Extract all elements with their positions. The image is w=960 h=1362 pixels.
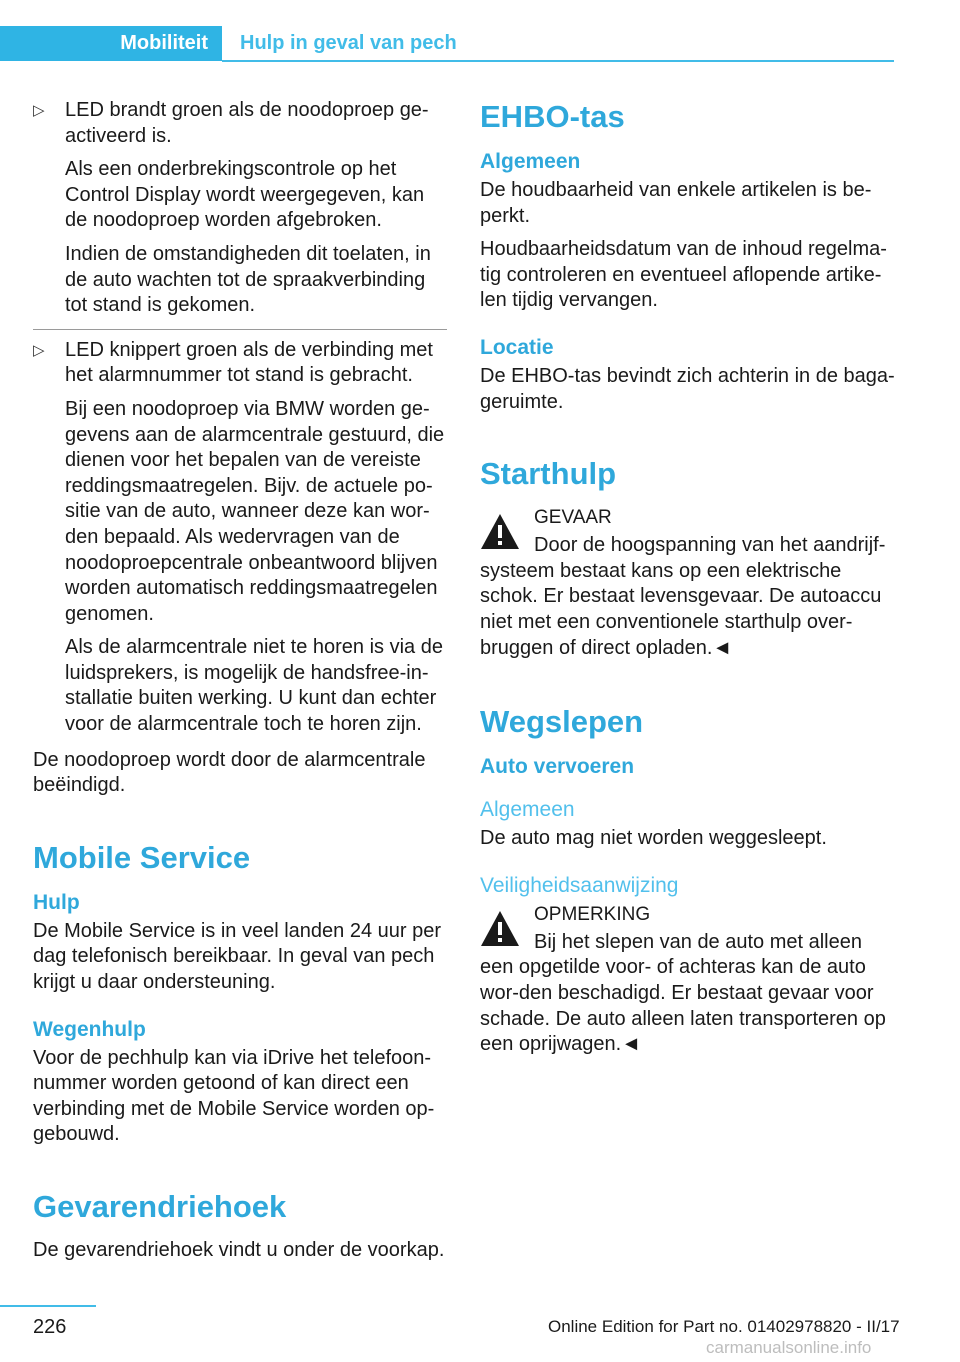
bullet-paragraph: LED knippert groen als de verbinding met het alarmnummer tot stand is gebracht.: [65, 338, 433, 387]
bullet-paragraph: Bij een noodoproep via BMW worden ge-gevens aan de alarmcentrale gestuurd, die dienen voor het bepalen van de vereiste reddingsmaatregelen. Bijv. de actuele po-sitie van de auto, wanneer deze kan wor-den bepaald. Als wedervragen van de noodoproepcentrale onbeantwoord blijven worden automatisch reddingsmaatregelen genomen.: [65, 397, 445, 625]
triangle-bullet-icon: ▷: [33, 341, 45, 359]
edition-note: Online Edition for Part no. 01402978820 - II/17: [548, 1317, 900, 1336]
veiligheid-heading: Veiligheidsaanwijzing: [480, 873, 679, 897]
list-item: [33, 329, 447, 738]
auto-vervoeren-heading: Auto vervoeren: [480, 755, 635, 779]
list-item: [33, 98, 447, 319]
notice-label: OPMERKING: [534, 903, 651, 925]
wegslepen-heading: Wegslepen: [480, 704, 644, 740]
hulp-heading: Hulp: [33, 890, 80, 914]
wegenhulp-text: Voor de pechhulp kan via iDrive het telefoon-nummer worden getoond of kan direct een verbinding met de Mobile Service worden op-gebouwd.: [33, 1046, 435, 1146]
bullet-paragraph: LED brandt groen als de noodoproep ge-activeerd is.: [65, 99, 429, 147]
left-column: [33, 98, 447, 1272]
ehbo-algemeen-text: Houdbaarheidsdatum van de inhoud regelma-tig controleren en eventueel aflopende artike-len tijdig vervangen.: [480, 238, 887, 312]
notice-warning: [480, 902, 895, 1058]
subsection-title: Hulp in geval van pech: [240, 32, 457, 54]
gevarendriehoek-heading: Gevarendriehoek: [33, 1189, 287, 1224]
warning-triangle-icon: [480, 513, 520, 550]
locatie-text: De EHBO-tas bevindt zich achterin in de baga-geruimte.: [480, 364, 895, 413]
warning-text: Door de hoogspanning van het aandrijf-systeem bestaat kans op een elektrische schok. Er bestaat levensgevaar. De autoaccu niet met een conventionele starthulp over-bruggen of direct opladen.◄: [480, 534, 886, 659]
gevarendriehoek-text: De gevarendriehoek vindt u onder de voorkap.: [33, 1239, 445, 1261]
triangle-bullet-icon: ▷: [33, 102, 45, 119]
ehbo-heading: EHBO-tas: [480, 99, 625, 134]
bullet-paragraph: Als een onderbrekingscontrole op het Control Display wordt weergegeven, kan de noodoproep worden afgebroken.: [65, 158, 425, 232]
footer-rule: [0, 1305, 96, 1307]
danger-warning: [480, 505, 895, 661]
wegslepen-algemeen-text: De auto mag niet worden weggesleept.: [480, 827, 827, 850]
ehbo-algemeen-heading: Algemeen: [480, 150, 581, 173]
section-tab: Mobiliteit: [0, 26, 222, 61]
warning-triangle-icon: [480, 910, 520, 947]
hulp-text: De Mobile Service is in veel landen 24 uur per dag telefonisch bereikbaar. In geval van pech krijgt u daar ondersteuning.: [33, 919, 441, 994]
header-rule: [222, 60, 894, 62]
locatie-heading: Locatie: [480, 335, 554, 359]
page-header: [0, 0, 960, 62]
warning-label: GEVAAR: [534, 507, 612, 529]
bullet-paragraph: Als de alarmcentrale niet te horen is via de luidsprekers, is mogelijk de handsfree-in-stallatie buiten werking. U kunt dan echter voor de alarmcentrale toch te horen zijn.: [65, 636, 443, 736]
notice-text: Bij het slepen van de auto met alleen een opgetilde voor- of achteras kan de auto wor-den beschadigd. Er bestaat gevaar voor schade. De auto alleen laten transporteren op een oprijwagen.◄: [480, 930, 886, 1056]
right-column: [480, 98, 895, 1066]
closing-paragraph: De noodoproep wordt door de alarmcentrale beëindigd.: [33, 748, 426, 797]
bullet-paragraph: Indien de omstandigheden dit toelaten, in de auto wachten tot de spraakverbinding tot stand is gekomen.: [65, 242, 431, 317]
wegslepen-algemeen-heading: Algemeen: [480, 798, 575, 822]
ehbo-algemeen-text: De houdbaarheid van enkele artikelen is be-perkt.: [480, 179, 872, 227]
mobile-service-heading: Mobile Service: [33, 839, 251, 875]
wegenhulp-heading: Wegenhulp: [33, 1017, 146, 1041]
starthulp-heading: Starthulp: [480, 456, 617, 492]
page-number: 226: [33, 1316, 67, 1338]
watermark: carmanualsonline.info: [706, 1338, 872, 1357]
